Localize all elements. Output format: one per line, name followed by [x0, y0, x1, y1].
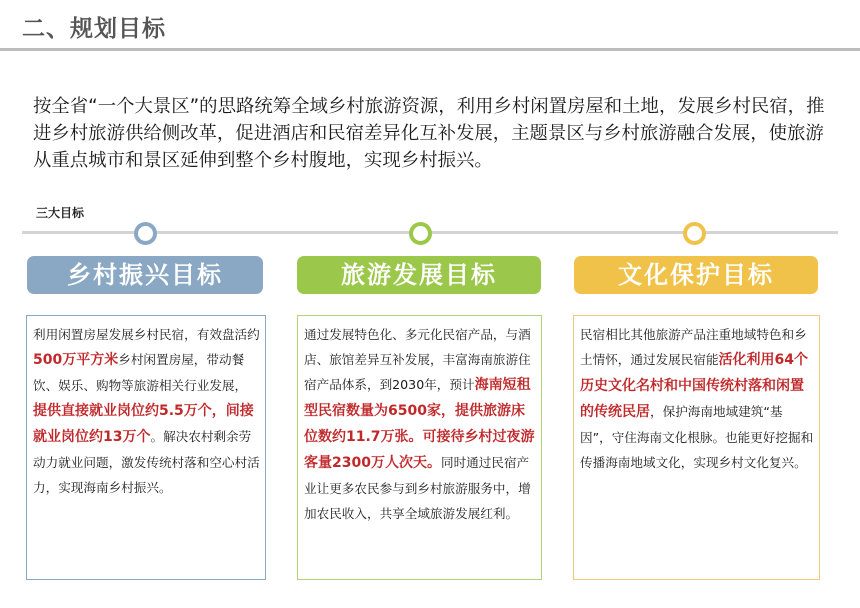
intro-paragraph: 按全省“一个大景区”的思路统筹全域乡村旅游资源，利用乡村闲置房屋和土地，发展乡村民宿，推进乡村旅游供给侧改革，促进酒店和民宿差异化互补发展，主题景区与乡村旅游融合发展，使旅游从重点城市和景区延伸到整个乡村腹地，实现乡村振兴。	[33, 96, 825, 171]
goal-card-rural-revitalization	[26, 315, 266, 580]
goal-title-culture-protection: 文化保护目标	[574, 256, 818, 294]
card-text: 。解决农村剩余劳动力就业问题，激发传统村落和空心村活力，实现海南乡村振兴。	[33, 429, 260, 495]
timeline-node-rural-revitalization	[134, 222, 157, 245]
card-highlight: 活化利用64个历史文化名村和中国传统村落和闲置的传统民居	[580, 352, 809, 420]
title-divider	[0, 48, 860, 51]
section-label: 三大目标	[36, 206, 85, 220]
timeline-node-tourism-development	[409, 222, 432, 245]
card-text: 通过发展特色化、多元化民宿产品，与酒店、旅馆差异互补发展，丰富海南旅游住宿产品体系，到2030年，预计	[304, 327, 531, 392]
goal-card-tourism-development	[297, 315, 542, 580]
goal-title-rural-revitalization: 乡村振兴目标	[27, 256, 263, 294]
page-title: 二、规划目标	[22, 16, 166, 42]
card-highlight: 提供直接就业岗位约5.5万个，间接就业岗位约13万个	[33, 403, 254, 445]
card-text: 利用闲置房屋发展乡村民宿，有效盘活约	[33, 327, 260, 342]
goal-card-culture-protection	[573, 315, 820, 580]
card-text: ，保护海南地域建筑“基因”，守住海南文化根脉。也能更好挖掘和传播海南地域文化，实现乡村文化复兴。	[580, 404, 814, 470]
timeline-node-culture-protection	[683, 222, 706, 245]
card-highlight: 海南短租型民宿数量为6500家，提供旅游床位数约11.7万张。可接待乡村过夜游客量2300万人次天。	[304, 377, 535, 471]
card-highlight: 500万平方米	[33, 352, 119, 368]
card-text: 乡村闲置房屋，带动餐饮、娱乐、购物等旅游相关行业发展，	[33, 352, 248, 393]
card-text: 民宿相比其他旅游产品注重地域特色和乡土情怀，通过发展民宿能	[580, 327, 807, 367]
card-text: 同时通过民宿产业让更多农民参与到乡村旅游服务中，增加农民收入，共享全域旅游发展红利。	[304, 455, 531, 521]
goal-title-tourism-development: 旅游发展目标	[297, 256, 541, 294]
